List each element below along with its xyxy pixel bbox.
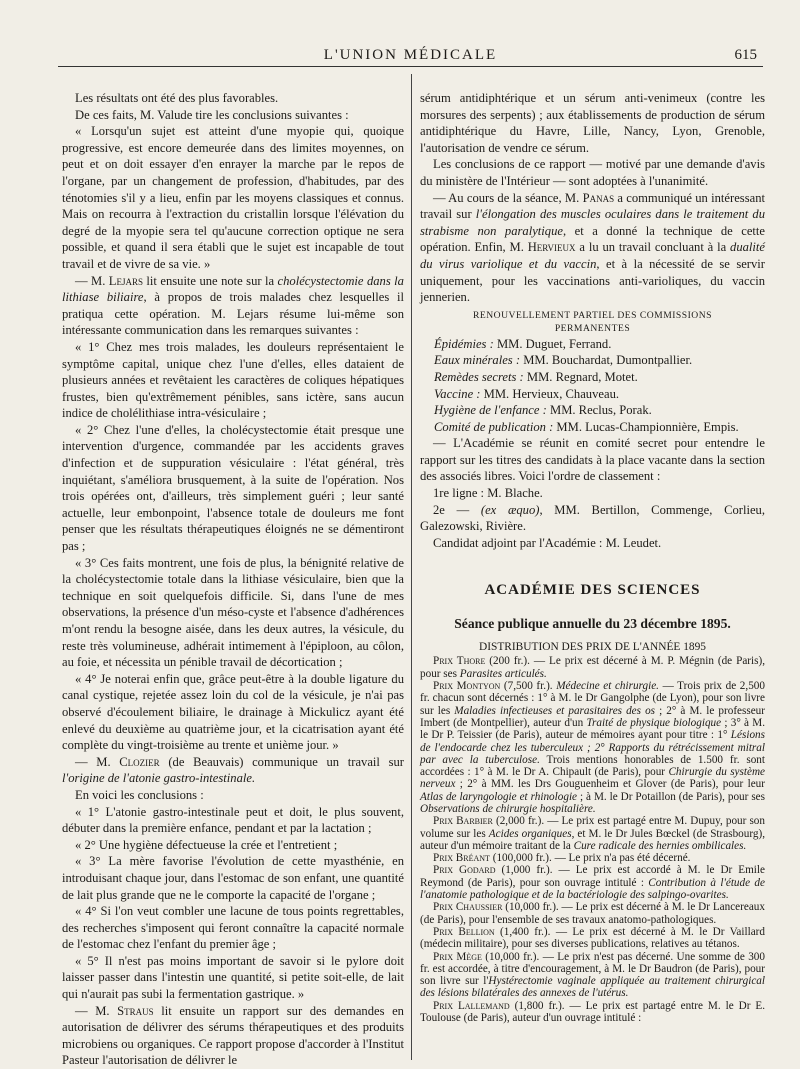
paragraph: 2e — (ex æquo), MM. Bertillon, Commenge, Corlieu, Galezowski, Rivière. [420, 502, 765, 534]
quote-paragraph: « 3° Ces faits montrent, une fois de plus, la bénignité relative de la cholécystectomie totale dans la lithiase vésiculaire, bien que la technique en soit quelquefois difficile. Si, dans l'une de mes observations, la présence d'un méso-cyste et l'absence d'adhérences m'ont rendu la besogne aisée, dans les deux autres, la vésicule, du reste très volumineuse, adhérait intimement à l'épiploon, au côlon, au foie, et nécessita un pénible travail de décortication ; [62, 555, 404, 670]
author-name: Hervieux [527, 240, 576, 255]
page-header [58, 44, 763, 67]
paragraph: 1re ligne : M. Blache. [433, 486, 543, 501]
paragraph: Les conclusions de ce rapport — motivé par une demande d'avis du ministère de l'Intérieur — sont adoptées à l'unanimité. [420, 157, 765, 188]
subheading: DISTRIBUTION DES PRIX DE L'ANNÉE 1895 [478, 641, 706, 654]
prize-entry: Prix Lallemand (1,800 fr.). — Le prix est partagé entre M. le Dr E. Toulouse (de Paris), auteur d'un ouvrage intitulé : [420, 999, 766, 1025]
commission-entry: Eaux minérales : MM. Bouchardat, Dumontpallier. [434, 353, 693, 368]
paragraph: — M. Clozier (de Beauvais) communique un travail sur l'origine de l'atonie gastro-intestinale. [62, 754, 404, 786]
paragraph: Les résultats ont été des plus favorables. [75, 91, 279, 105]
italic-title: cholécystectomie dans la lithiase biliaire [62, 273, 404, 305]
running-title: L'UNION MÉDICALE [323, 47, 498, 63]
quote-paragraph: « 1° L'atonie gastro-intestinale peut et doit, le plus souvent, débuter dans la première enfance, pendant et par la lactation ; [62, 804, 404, 836]
commission-entry: Remèdes secrets : MM. Regnard, Motet. [434, 369, 638, 384]
prize-entry: Prix Chaussier (10,000 fr.). — Le prix est décerné à M. le Dr Lancereaux (de Paris), pour l'ensemble de ses travaux anatomo-pathologiques. [420, 901, 765, 926]
page-number: 615 [734, 47, 757, 63]
author-name: Panas [582, 190, 615, 205]
italic-title: l'origine de l'atonie gastro-intestinale. [62, 771, 256, 786]
quote-paragraph: « 3° La mère favorise l'évolution de cette myasthénie, en introduisant chaque jour, dans l'estomac de son enfant, une quantité de lait plus grande que ne le comporte la capacité de l'organe ; [62, 854, 404, 902]
paragraph: — M. Straus lit ensuite un rapport sur des demandes en autorisation de délivrer des sérums thérapeutiques et des produits microbiens ou organiques. Ce rapport propose d'accorder à l'Institut Pasteur l'autorisation de délivrer le [62, 1003, 404, 1068]
author-name: Clozier [119, 754, 160, 769]
prize-entry: Prix Montyon (7,500 fr.). Médecine et chirurgie. — Trois prix de 2,500 fr. chacun sont décernés : 1° à M. le Dr Gangolphe (de Lyon), pour son livre sur les Maladies infectieuses et parasitaires des os ; 2° à M. le professeur Imbert (de Montpellier), auteur d'un Traité de physique biologique ; 3° à M. le Dr P. Teissier (de Paris), auteur de mémoires ayant pour titre : 1° Lésions de l'endocarde chez les tuberculeux ; 2° Rapports du rétrécissement mitral par avec la tuberculose. Trois mentions honorables de 1.500 fr. sont accordées : 1° à M. le Dr A. Chipault (de Paris), pour Chirurgie du système nerveux ; 2° à MM. les Drs Gouguenheim et Glover (de Paris), pour leur Atlas de laryngologie et rhinologie ; à M. le Dr Potaillon (de Paris), pour ses Observations de chirurgie hospitalière. [420, 680, 766, 815]
prize-list [420, 655, 765, 1024]
prize-entry: Prix Bellion (1,400 fr.). — Le prix est décerné à M. le Dr Vaillard (médecin militaire), pour ses diverses publications, relatives au tétanos. [420, 925, 766, 951]
paragraph: — M. Lejars lit ensuite une note sur la cholécystectomie dans la lithiase biliaire, à propos de trois malades chez lesquelles il pratiqua cette opération. M. Lejars résume lui-même son intéressante communication dans les remarques suivantes : [62, 273, 404, 338]
section-heading: ACADÉMIE DES SCIENCES [484, 582, 701, 599]
quote-paragraph: « 2° Une hygiène défectueuse la crée et l'entretient ; [75, 837, 338, 852]
quote-paragraph: « Lorsqu'un sujet est atteint d'une myopie qui, quoique progressive, est encore demeurée dans des limites moyennes, on peut et on doit essayer d'en enrayer la marche par le repos de l'organe, par un changement de profession, d'habitudes, par des ténotomies s'il y a lieu, enfin par les moyens classiques et connus. Mais on recourra à l'extraction du cristallin lorsque l'élévation du degré de la myopie sera tel qu'aucune correction optique ne sera possible, et quand il sera établi que le sujet est incapable de tout travail et de vivre de sa vie. » [62, 124, 404, 271]
prize-entry: Prix Bréant (100,000 fr.). — Le prix n'a pas été décerné. [433, 852, 691, 865]
session-heading: Séance publique annuelle du 23 décembre 1895. [454, 616, 731, 632]
quote-paragraph: « 4° Si l'on veut combler une lacune de tous points regrettables, des recherches s'imposent qui feront connaître la capacité normale de l'estomac chez l'enfant du premier âge ; [62, 904, 404, 952]
commissions-heading: RENOUVELLEMENT PARTIEL DES COMMISSIONS PERMANENTES [472, 309, 712, 334]
commission-entry: Vaccine : MM. Hervieux, Chauveau. [434, 386, 620, 401]
quote-paragraph: « 1° Chez mes trois malades, les douleurs représentaient le symptôme capital, unique chez l'une d'elles, elles dataient de plusieurs années et revêtaient les caractères de coliques hépatiques frustes, bien qu'extrêmement pénibles, sans ictère, sans aucun indice de cholélithiase intra-vésiculaire ; [62, 339, 404, 421]
paragraph: En voici les conclusions : [75, 787, 204, 802]
paragraph: Candidat adjoint par l'Académie : M. Leudet. [433, 535, 662, 550]
right-column [420, 90, 765, 1024]
prize-entry: Prix Mège (10,000 fr.). — Le prix n'est pas décerné. Une somme de 300 fr. est accordée, à titre d'encouragement, à M. le Dr Baudron (de Paris), pour son livre sur l'Hystérectomie vaginale appliquée au traitement chirurgical des lésions bilatérales des annexes de l'utérus. [420, 950, 765, 1000]
column-divider [411, 74, 412, 1060]
paragraph: sérum antidiphtérique et un sérum anti-venimeux (contre les morsures des serpents) ; aux établissements de production de sérum antidiphtérique du Havre, Lille, Nancy, Lyon, Grenoble, l'autorisation de vendre ce sérum. [420, 91, 765, 155]
left-column [62, 90, 404, 1069]
commission-entry: Comité de publication : MM. Lucas-Championnière, Empis. [434, 419, 739, 434]
prize-entry: Prix Thore (200 fr.). — Le prix est décerné à M. P. Mégnin (de Paris), pour ses Parasites articulés. [420, 655, 765, 680]
author-name: Lejars [108, 273, 143, 288]
quote-paragraph: « 2° Chez l'une d'elles, la cholécystectomie était presque une intervention d'urgence, commandée par les accidents graves d'infection et de suppuration vésiculaire : l'état général, très inquiétant, s'améliora brusquement, à la suite de l'opération. Nos trois opérées ont, d'ailleurs, très simplement guéri ; leur santé actuelle, leur embonpoint, l'absence totale de douleurs me font penser que les résultats thérapeutiques éloignés ne se démentiront pas ; [62, 422, 404, 554]
paragraph: De ces faits, M. Valude tire les conclusions suivantes : [75, 107, 349, 122]
commission-entry: Hygiène de l'enfance : MM. Reclus, Porak. [434, 403, 652, 418]
quote-paragraph: « 4° Je noterai enfin que, grâce peut-être à la double ligature du canal cystique, rejetée assez loin du col de la vésicule, je n'ai pas observé d'écoulement biliaire, le drainage à Mickulicz ayant été enlevé du deuxième au quatrième jour, et la cicatrisation ayant été complète du vingt-troisième au trente et unième jour. » [62, 671, 404, 753]
italic-title: dualité du virus variolique et du vaccin [420, 240, 765, 271]
paragraph: — Au cours de la séance, M. Panas a communiqué un intéressant travail sur l'élongation des muscles oculaires dans le traitement du strabisme non paralytique, et a donné la technique de cette opération. Enfin, M. Hervieux a lu un travail concluant à la dualité du virus variolique et du vaccin, et à la nécessité de se servir uniquement, pour les vaccinations anti-varioliques, du vaccin jennerien. [420, 190, 766, 305]
commission-entry: Épidémies : MM. Duguet, Ferrand. [434, 336, 612, 351]
prize-entry: Prix Godard (1,000 fr.). — Le prix est accordé à M. le Dr Emile Reymond (de Paris), pour son ouvrage intitulé : Contribution à l'étude de l'anatomie pathologique et de la bactériologie des salpingo-ovarites. [420, 864, 765, 902]
paragraph: — L'Académie se réunit en comité secret pour entendre le rapport sur les titres des candidats à la place vacante dans la section des associés libres. Voici l'ordre de classement : [420, 436, 765, 484]
quote-paragraph: « 5° Il n'est pas moins important de savoir si le pylore doit laisser passer dans l'intestin une quantité, si petite soit-elle, de lait qui n'aurait pas subi la fermentation gastrique. » [62, 953, 404, 1002]
italic-title: l'élongation des muscles oculaires dans le traitement du strabisme non paralytique [420, 207, 765, 238]
author-name: Straus [117, 1003, 154, 1018]
prize-entry: Prix Barbier (2,000 fr.). — Le prix est partagé entre M. Dupuy, pour son volume sur les Acides organiques, et M. le Dr Jules Bœckel (de Strasbourg), auteur d'un mémoire traitant de la Cure radicale des hernies ombilicales. [420, 815, 766, 852]
